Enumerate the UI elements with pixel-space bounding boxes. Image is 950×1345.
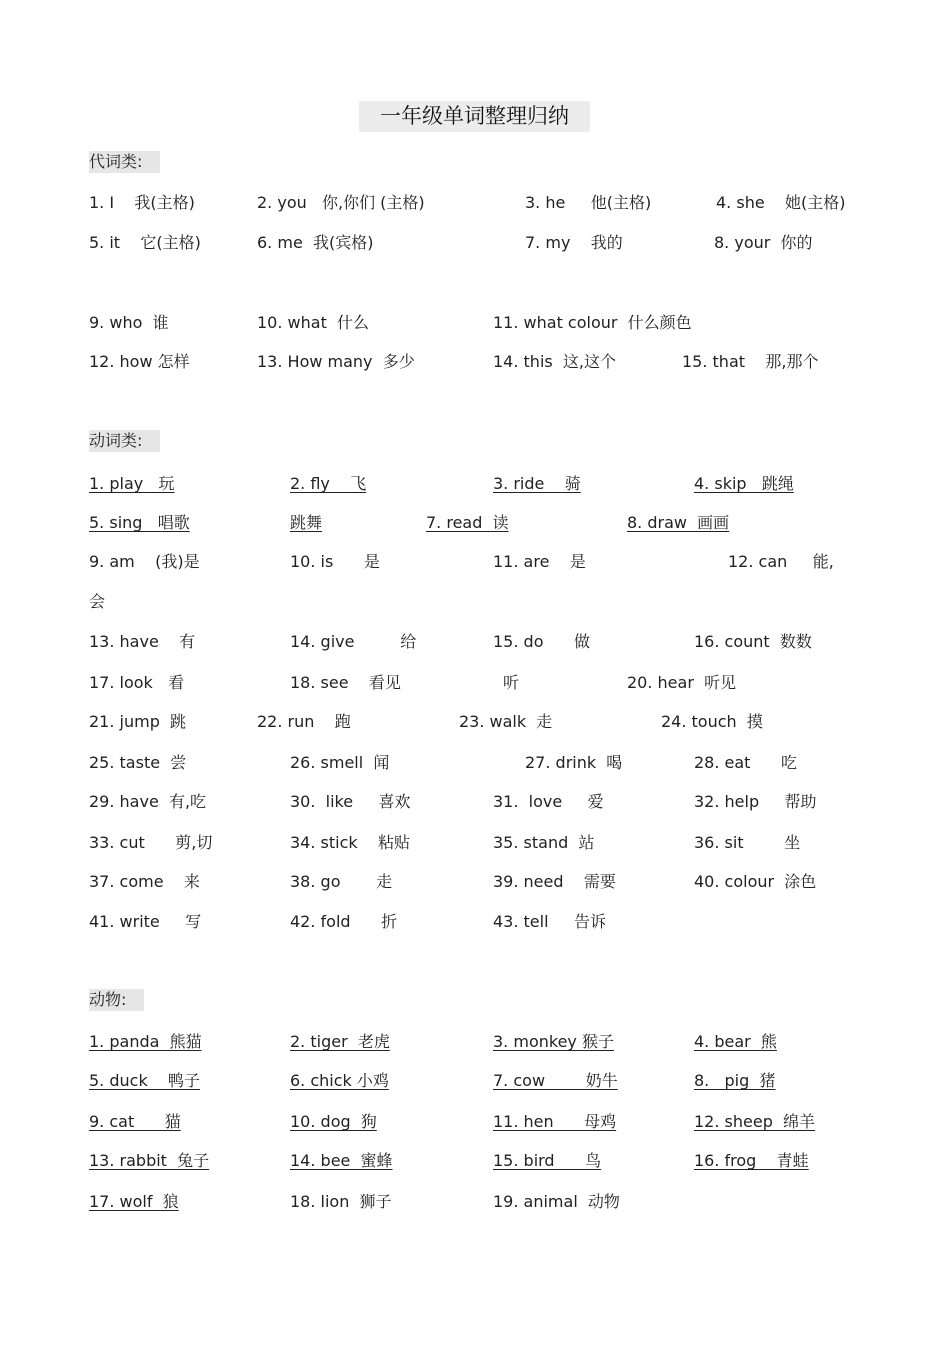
section-header-animals: 动物: <box>89 989 144 1011</box>
word-item: 10. dog 狗 <box>290 1112 377 1131</box>
word-item: 14. bee 蜜蜂 <box>290 1151 393 1170</box>
word-item: 38. go 走 <box>290 872 393 891</box>
word-item: 21. jump 跳 <box>89 712 187 731</box>
word-item: 14. this 这,这个 <box>493 352 616 371</box>
word-item: 4. she 她(主格) <box>716 193 846 212</box>
word-item: 15. that 那,那个 <box>682 352 819 371</box>
word-item: 会 <box>89 592 106 611</box>
word-item: 1. play 玩 <box>89 474 175 493</box>
word-item: 13. have 有 <box>89 632 196 651</box>
word-item: 5. duck 鸭子 <box>89 1071 201 1090</box>
word-item: 11. are 是 <box>493 552 586 571</box>
word-item: 23. walk 走 <box>459 712 553 731</box>
page-title: 一年级单词整理归纳 <box>359 101 590 132</box>
word-item: 22. run 跑 <box>257 712 351 731</box>
word-item: 7. read 读 <box>426 513 509 532</box>
word-item: 7. my 我的 <box>525 233 623 252</box>
word-item: 18. see 看见 <box>290 673 401 692</box>
word-item: 15. bird 鸟 <box>493 1151 602 1170</box>
word-item: 16. count 数数 <box>694 632 812 651</box>
word-item: 27. drink 喝 <box>525 753 623 772</box>
word-item: 24. touch 摸 <box>661 712 763 731</box>
word-item: 32. help 帮助 <box>694 792 817 811</box>
word-item: 9. am (我)是 <box>89 552 200 571</box>
word-item: 2. you 你,你们 (主格) <box>257 193 425 212</box>
word-item: 6. chick 小鸡 <box>290 1071 389 1090</box>
word-item: 19. animal 动物 <box>493 1192 620 1211</box>
word-item: 4. bear 熊 <box>694 1032 777 1051</box>
word-item: 9. cat 猫 <box>89 1112 181 1131</box>
word-item: 18. lion 狮子 <box>290 1192 392 1211</box>
word-item: 5. sing 唱歌 <box>89 513 190 532</box>
word-item: 16. frog 青蛙 <box>694 1151 809 1170</box>
word-item: 3. monkey 猴子 <box>493 1032 614 1051</box>
word-item: 33. cut 剪,切 <box>89 833 213 852</box>
word-item: 1. panda 熊猫 <box>89 1032 202 1051</box>
word-item: 39. need 需要 <box>493 872 616 891</box>
word-item: 43. tell 告诉 <box>493 912 606 931</box>
word-item: 13. rabbit 兔子 <box>89 1151 210 1170</box>
section-header-verbs: 动词类: <box>89 430 160 452</box>
word-item: 37. come 来 <box>89 872 200 891</box>
word-item: 20. hear 听见 <box>627 673 737 692</box>
word-item: 36. sit 坐 <box>694 833 801 852</box>
word-item: 17. look 看 <box>89 673 185 692</box>
word-item: 12. sheep 绵羊 <box>694 1112 816 1131</box>
word-item: 8. pig 猪 <box>694 1071 776 1090</box>
word-item: 25. taste 尝 <box>89 753 187 772</box>
word-item: 3. he 他(主格) <box>525 193 652 212</box>
word-item: 跳舞 <box>290 513 323 532</box>
word-item: 41. write 写 <box>89 912 202 931</box>
word-item: 17. wolf 狼 <box>89 1192 179 1211</box>
word-item: 11. hen 母鸡 <box>493 1112 617 1131</box>
word-item: 8. draw 画画 <box>627 513 730 532</box>
word-item: 10. what 什么 <box>257 313 370 332</box>
word-item: 2. tiger 老虎 <box>290 1032 390 1051</box>
word-item: 4. skip 跳绳 <box>694 474 794 493</box>
word-item: 12. how 怎样 <box>89 352 190 371</box>
word-item: 34. stick 粘贴 <box>290 833 410 852</box>
word-item: 听 <box>503 673 520 692</box>
word-item: 1. I 我(主格) <box>89 193 195 212</box>
word-item: 2. fly 飞 <box>290 474 367 493</box>
word-item: 42. fold 折 <box>290 912 398 931</box>
word-item: 15. do 做 <box>493 632 590 651</box>
word-item: 5. it 它(主格) <box>89 233 201 252</box>
word-item: 28. eat 吃 <box>694 753 797 772</box>
word-item: 13. How many 多少 <box>257 352 415 371</box>
word-item: 7. cow 奶牛 <box>493 1071 618 1090</box>
word-item: 30. like 喜欢 <box>290 792 411 811</box>
word-item: 31. love 爱 <box>493 792 604 811</box>
word-item: 3. ride 骑 <box>493 474 581 493</box>
word-item: 10. is 是 <box>290 552 380 571</box>
section-header-pronouns: 代词类: <box>89 151 160 173</box>
word-item: 12. can 能, <box>728 552 834 571</box>
word-item: 11. what colour 什么颜色 <box>493 313 692 332</box>
word-item: 29. have 有,吃 <box>89 792 207 811</box>
word-item: 6. me 我(宾格) <box>257 233 374 252</box>
word-item: 26. smell 闻 <box>290 753 390 772</box>
word-item: 9. who 谁 <box>89 313 169 332</box>
word-item: 35. stand 站 <box>493 833 595 852</box>
word-item: 40. colour 涂色 <box>694 872 817 891</box>
word-item: 14. give 给 <box>290 632 417 651</box>
word-item: 8. your 你的 <box>714 233 813 252</box>
